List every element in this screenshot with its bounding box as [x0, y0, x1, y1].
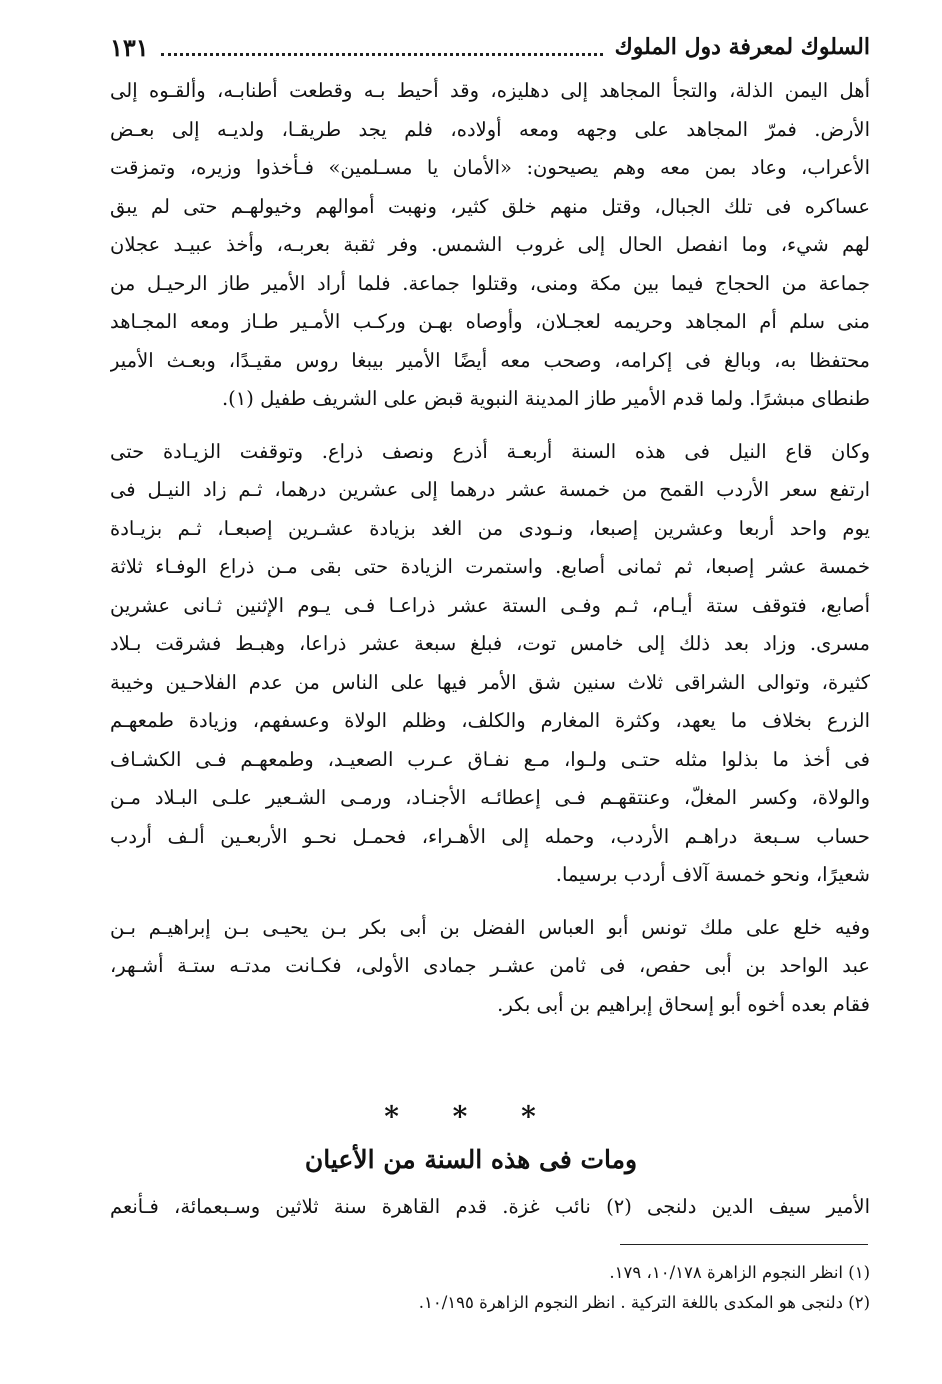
text-line: عبد الواحد بن أبى حفص، فى ثامن عشـر جمادى الأولى، فكـانت مدتـه ستـة أشـهر، — [110, 954, 870, 977]
text-line: الأرض. فمرّ المجاهد على وجهه ومعه أولاده، فلم يجد طريقـا، ولديـه إلى بعـض — [110, 117, 870, 141]
text-line: حساب سـبعة دراهـم الأردب، وحمله إلى الأهـراء، فحمـل نحـو الأربعـين ألـف أردب — [110, 824, 870, 848]
footnote: (٢) دلنجى هو المكدى باللغة التركية . انظر النجوم الزاهرة ١٠/١٩٥. — [418, 1293, 870, 1312]
text-line: شعيرًا، ونحو خمسة آلاف أردب برسيما. — [555, 863, 870, 886]
paragraph — [110, 433, 870, 895]
paragraph — [110, 72, 870, 419]
text-line: ارتفع سعر الأردب القمح من خمسة عشر درهما إلى عشرين درهما، ثـم زاد النيـل فى — [110, 478, 870, 501]
running-header — [110, 30, 870, 64]
section-separator: * * * — [384, 1100, 558, 1133]
footnote-rule — [620, 1244, 868, 1245]
text-line: خمسة عشر إصبعا، ثم ثمانى أصابع. واستمرت الزيادة حتى بقى مـن ذراع الوفـاء ثلاثة — [110, 555, 870, 578]
text-line: والولاة، وكسر المغلّ، وعنتقهـم فـى إعطائـه الأجنـاد، ورمـى الشـعير علـى البـلاد مـن — [110, 786, 870, 809]
text-line: وفيه خلع على ملك تونس أبو العباس الفضل بن أبى بكر بـن يحيـى بـن إبراهيـم بـن — [110, 915, 870, 939]
paragraph — [110, 909, 870, 1025]
text-line: فقام بعده أخوه أبو إسحاق إبراهيم بن أبى بكر. — [497, 992, 870, 1016]
text-line: جماعة من الحجاج فيما بين مكة ومنى، وقتلوا جماعة. فلما أراد الأمير طاز الرحيـل من — [110, 271, 870, 295]
header-dot-leader — [161, 39, 603, 56]
text-line: منى سلم أم المجاهد وحريمه لعجـلان، وأوصاه بهـن وركـب الأمـير طـاز ومعه المجـاهد — [110, 310, 870, 333]
footnotes — [110, 1258, 870, 1318]
section-heading: ومات فى هذه السنة من الأعيان — [304, 1145, 638, 1174]
text-line: أصابع، فتوقف ستة أيـام، ثـم وفـى الستة عشر ذراعـا فـى يـوم الإثنين ثـانى عشرين — [110, 593, 870, 617]
text-line: الأمير سيف الدين دلنجى (٢) نائب غزة. قدم القاهرة سنة ثلاثين وسـبعمائة، فـأنعم — [110, 1195, 870, 1218]
text-line: أهل اليمن الذلة، والتجأ المجاهد إلى دهليزه، وقد أحيط بـه وقطعت أطنابـه، وألقـوه إلى — [110, 79, 870, 102]
text-line: وكان قاع النيل فى هذه السنة أربعـة أذرع ونصف ذراع. وتوقفت الزيـادة حتى — [110, 439, 870, 463]
text-line: مسرى. وزاد بعد ذلك إلى خامس توت، فبلغ سبعة عشر ذراعا، وهبـط فشرقت بـلاد — [110, 632, 870, 655]
text-line: فى أخذ ما بذلوا مثله حتـى ولـوا، مـع نفـاق عـرب الصعيـد، وطمعهـم فـى الكشـاف — [110, 747, 870, 771]
footnote: (١) انظر النجوم الزاهرة ١٠/١٧٨، ١٧٩. — [609, 1263, 870, 1282]
main-text — [110, 72, 870, 1038]
text-line: لهم شيء، وما انفصل الحال إلى غروب الشمس. وفر ثقبة بعربـه، وأخذ عبيـد عجلان — [110, 233, 870, 256]
page-number: ١٣١ — [110, 32, 149, 62]
text-line: يوم واحد أربعا وعشرين إصبعا، ونـودى من الغد بزيادة عشـرين إصبعـا، ثـم بزيـادة — [110, 516, 870, 540]
text-line: كثيرة، وتوالى الشراقى ثلاث سنين شق الأمر فيها على الناس من عدم الفلاحـين وخيبة — [110, 670, 870, 694]
book-title: السلوك لمعرفة دول الملوك — [614, 34, 870, 60]
text-line: محتفظا به، وبالغ فى إكرامه، وصحب معه أيضًا الأمير بيبغا روس مقيـدًا، وبعـث الأمير — [110, 348, 870, 372]
text-line: الزرع بخلاف ما يعهد، وكثرة المغارم والكلف، وظلم الولاة وعسفهم، وزيادة طمعهـم — [110, 709, 870, 732]
text-line: طنطاى مبشرًا. ولما قدم الأمير طاز المدينة النبوية قبض على الشريف طفيل (١). — [221, 387, 870, 410]
text-line: الأعراب، وعاد بمن معه وهم يصيحون: «الأمان يا مسـلمين» فـأخذوا وزيره، وتمزقت — [110, 156, 870, 179]
text-line: عساكره فى تلك الجبال، وقتل منهم خلق كثير، ونهبت أموالهم وخيولهـم حتى لم يبق — [110, 194, 870, 218]
